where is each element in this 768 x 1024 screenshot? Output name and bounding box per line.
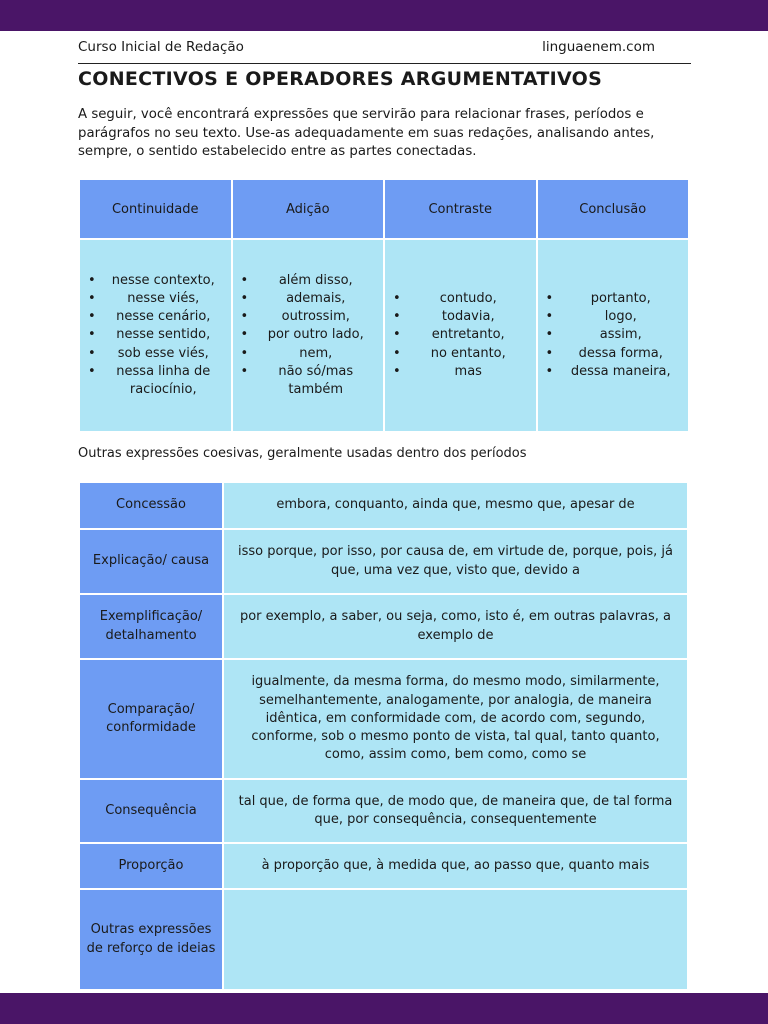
row-label: Consequência (79, 779, 223, 843)
list-item: • ademais, (239, 290, 376, 308)
top-decorative-bar (0, 0, 768, 31)
bottom-decorative-bar (0, 993, 768, 1024)
list-item: • mas (391, 363, 528, 381)
list-item: • nesse cenário, (86, 308, 223, 326)
bullet-list (391, 290, 528, 381)
list-item: • nessa linha de raciocínio, (86, 363, 223, 399)
intro-paragraph: A seguir, você encontrará expressões que servirão para relacionar frases, períodos e parágrafos no seu texto. Use-as adequadamente em suas redações, analisando antes, sempre, o sentido estabelecido entre as partes conectadas. (78, 107, 655, 159)
row-value: à proporção que, à medida que, ao passo que, quanto mais (223, 843, 688, 889)
row-value: embora, conquanto, ainda que, mesmo que, apesar de (223, 482, 688, 529)
page-title: CONECTIVOS E OPERADORES ARGUMENTATIVOS (78, 68, 603, 90)
column-cell-continuidade (79, 239, 232, 432)
list-item: • por outro lado, (239, 326, 376, 344)
list-item: • sob esse viés, (86, 345, 223, 363)
list-item: • todavia, (391, 308, 528, 326)
bullet-list (86, 272, 223, 399)
list-item: • nesse viés, (86, 290, 223, 308)
column-cell-adicao (232, 239, 385, 432)
cohesive-expressions-table (78, 481, 689, 991)
list-item: • não só/mas também (239, 363, 376, 399)
row-label: Outras expressões de reforço de ideias (79, 889, 223, 990)
list-item: • além disso, (239, 272, 376, 290)
column-header-continuidade: Continuidade (79, 179, 232, 239)
row-label: Concessão (79, 482, 223, 529)
table-row (79, 529, 688, 594)
row-label: Exemplificação/ detalhamento (79, 594, 223, 659)
row-value: tal que, de forma que, de modo que, de maneira que, de tal forma que, por consequência, consequentemente (223, 779, 688, 843)
row-value: isso porque, por isso, por causa de, em virtude de, porque, pois, já que, uma vez que, visto que, devido a (223, 529, 688, 594)
page-header (78, 38, 691, 64)
list-item: • dessa forma, (544, 345, 681, 363)
table-row (79, 659, 688, 779)
site-name: linguaenem.com (542, 39, 655, 55)
bullet-list (239, 272, 376, 399)
row-value: por exemplo, a saber, ou seja, como, isto é, em outras palavras, a exemplo de (223, 594, 688, 659)
table-row (79, 482, 688, 529)
connectives-table (78, 178, 690, 433)
list-item: • nem, (239, 345, 376, 363)
column-cell-contraste (384, 239, 537, 432)
list-item: • logo, (544, 308, 681, 326)
table-row (79, 594, 688, 659)
row-value: igualmente, da mesma forma, do mesmo modo, similarmente, semelhantemente, analogamente, por analogia, de maneira idêntica, em conformidade com, de acordo com, segundo, conforme, sob o mesmo ponto de vista, tal qual, tanto quanto, como, assim como, bem como, como se (223, 659, 688, 779)
list-item: • no entanto, (391, 345, 528, 363)
list-item: • entretanto, (391, 326, 528, 344)
table-row (79, 889, 688, 990)
bullet-list (544, 290, 681, 381)
list-item: • dessa maneira, (544, 363, 681, 381)
table-row (79, 843, 688, 889)
connectives-body-row (79, 239, 689, 432)
column-header-contraste: Contraste (384, 179, 537, 239)
connectives-header-row (79, 179, 689, 239)
list-item: • nesse contexto, (86, 272, 223, 290)
list-item: • contudo, (391, 290, 528, 308)
column-header-conclusao: Conclusão (537, 179, 690, 239)
row-label: Comparação/ conformidade (79, 659, 223, 779)
row-label: Proporção (79, 843, 223, 889)
list-item: • outrossim, (239, 308, 376, 326)
table-row (79, 779, 688, 843)
row-value (223, 889, 688, 990)
column-cell-conclusao (537, 239, 690, 432)
row-label: Explicação/ causa (79, 529, 223, 594)
list-item: • nesse sentido, (86, 326, 223, 344)
list-item: • assim, (544, 326, 681, 344)
column-header-adicao: Adição (232, 179, 385, 239)
course-name: Curso Inicial de Redação (78, 39, 244, 55)
list-item: • portanto, (544, 290, 681, 308)
section-subtitle: Outras expressões coesivas, geralmente usadas dentro dos períodos (78, 446, 527, 461)
